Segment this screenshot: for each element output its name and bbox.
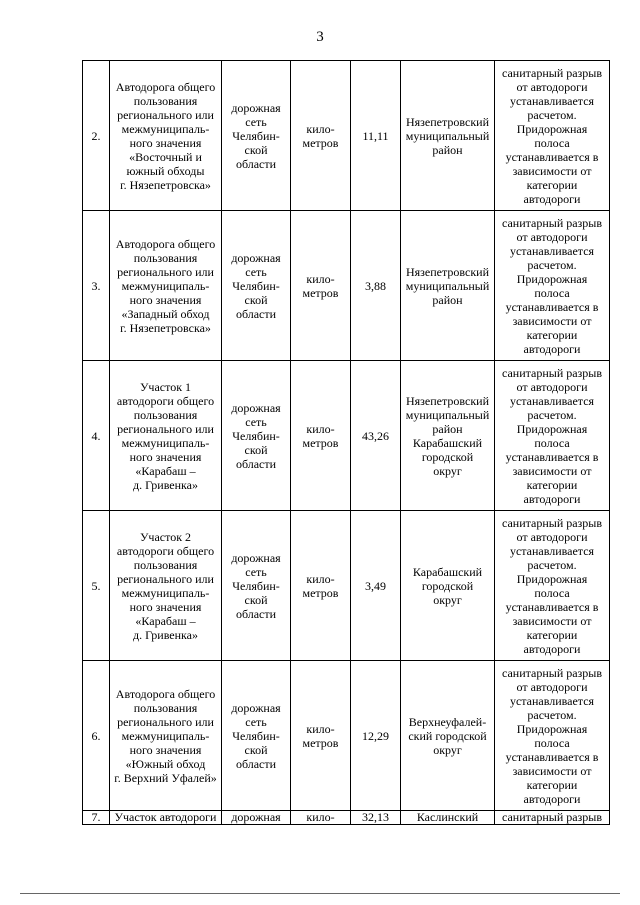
row-number: 2. [83,61,110,211]
road-type: дорожная сеть Челябин- ской области [222,361,291,511]
length-unit: кило- метров [291,61,351,211]
length-value: 32,13 [351,811,401,825]
length-value: 3,88 [351,211,401,361]
road-type: дорожная сеть Челябин- ской области [222,61,291,211]
row-number: 4. [83,361,110,511]
table-row [83,811,610,825]
length-value: 11,11 [351,61,401,211]
district: Нязепетровский муниципальный район [401,61,495,211]
note: санитарный разрыв от автодороги устанавливается расчетом. Придорожная полоса устанавливается в зависимости от категории автодороги [495,61,610,211]
road-name: Автодорога общего пользования регионального или межмуниципаль- ного значения «Западный обход г. Нязепетровска» [110,211,222,361]
length-unit: кило- метров [291,661,351,811]
road-name: Автодорога общего пользования регионального или межмуниципаль- ного значения «Южный обход г. Верхний Уфалей» [110,661,222,811]
road-name: Участок автодороги [110,811,222,825]
road-type: дорожная сеть Челябин- ской области [222,661,291,811]
length-value: 12,29 [351,661,401,811]
road-type: дорожная [222,811,291,825]
row-number: 5. [83,511,110,661]
table-row [83,211,610,361]
district: Нязепетровский муниципальный район [401,211,495,361]
length-unit: кило- метров [291,361,351,511]
road-name: Автодорога общего пользования регионального или межмуниципаль- ного значения «Восточный и южный обходы г. Нязепетровска» [110,61,222,211]
row-number: 7. [83,811,110,825]
district: Карабашский городской округ [401,511,495,661]
length-value: 3,49 [351,511,401,661]
length-unit: кило- метров [291,211,351,361]
table-row [83,361,610,511]
note: санитарный разрыв от автодороги устанавливается расчетом. Придорожная полоса устанавливается в зависимости от категории автодороги [495,661,610,811]
road-name: Участок 2 автодороги общего пользования регионального или межмуниципаль- ного значения «Карабаш – д. Гривенка» [110,511,222,661]
road-name: Участок 1 автодороги общего пользования регионального или межмуниципаль- ного значения «Карабаш – д. Гривенка» [110,361,222,511]
note: санитарный разрыв от автодороги устанавливается расчетом. Придорожная полоса устанавливается в зависимости от категории автодороги [495,361,610,511]
page-number: 3 [316,29,324,45]
row-number: 3. [83,211,110,361]
bottom-rule [20,893,620,894]
district: Каслинский [401,811,495,825]
table-row [83,511,610,661]
district: Верхнеуфалей- ский городской округ [401,661,495,811]
row-number: 6. [83,661,110,811]
note: санитарный разрыв от автодороги устанавливается расчетом. Придорожная полоса устанавливается в зависимости от категории автодороги [495,211,610,361]
length-value: 43,26 [351,361,401,511]
district: Нязепетровский муниципальный район Карабашский городской округ [401,361,495,511]
length-unit: кило- [291,811,351,825]
note: санитарный разрыв [495,811,610,825]
roads-table [82,60,610,825]
length-unit: кило- метров [291,511,351,661]
table-row [83,661,610,811]
table-row [83,61,610,211]
note: санитарный разрыв от автодороги устанавливается расчетом. Придорожная полоса устанавливается в зависимости от категории автодороги [495,511,610,661]
road-type: дорожная сеть Челябин- ской области [222,211,291,361]
road-type: дорожная сеть Челябин- ской области [222,511,291,661]
